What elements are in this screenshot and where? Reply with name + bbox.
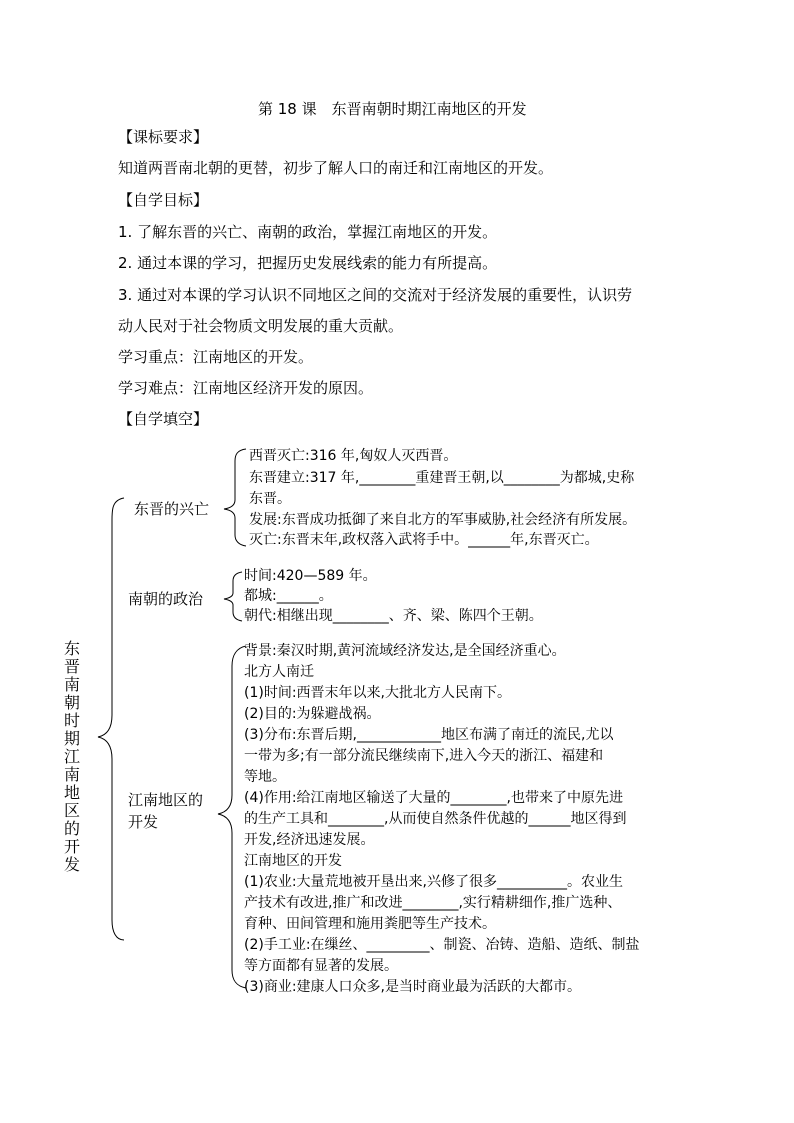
branch1-line: 东晋。 [249, 491, 291, 507]
branch2-label: 南朝的政治 [128, 590, 204, 608]
mubiao-heading: 【自学目标】 [118, 191, 209, 209]
branch1-line: 发展:东晋成功抵御了来自北方的军事威胁,社会经济有所发展。 [249, 512, 637, 528]
branch3-brace [218, 646, 246, 988]
mubiao-item: 动人民对于社会物质文明发展的重大贡献。 [118, 317, 404, 335]
root-label: 东晋南朝时期江南地区的开发 [63, 639, 80, 874]
branch2-line: 时间:420—589 年。 [244, 568, 377, 584]
study-focus: 学习重点：江南地区的开发。 [118, 348, 314, 366]
branch3-line: (3)分布:东晋后期,____________地区布满了南迁的流民,尤以 [244, 727, 614, 743]
branch1-line: 灭亡:东晋末年,政权落入武将手中。______年,东晋灭亡。 [249, 532, 599, 548]
kebiao-text: 知道两晋南北朝的更替，初步了解人口的南迁和江南地区的开发。 [118, 159, 554, 177]
branch3-line: 产技术有改进,推广和改进________,实行精耕细作,推广选种、 [244, 895, 622, 911]
branch3-line: (2)手工业:在缫丝、_________、制瓷、冶铸、造船、造纸、制盐 [244, 937, 640, 953]
branch3-line: 北方人南迁 [244, 664, 314, 680]
mubiao-item: 2. 通过本课的学习，把握历史发展线索的能力有所提高。 [118, 254, 498, 272]
branch2-line: 都城:______。 [244, 588, 333, 604]
branch3-line: (2)目的:为躲避战祸。 [244, 706, 381, 722]
branch3-line: (4)作用:给江南地区输送了大量的________,也带来了中原先进 [244, 790, 623, 806]
study-difficulty: 学习难点：江南地区经济开发的原因。 [118, 379, 374, 397]
branch1-label: 东晋的兴亡 [134, 500, 210, 518]
branch3-line: (1)农业:大量荒地被开垦出来,兴修了很多__________。农业生 [244, 874, 623, 890]
branch3-label-line1: 江南地区的 [128, 791, 204, 809]
kebiao-heading: 【课标要求】 [118, 128, 209, 146]
branch3-line: 开发,经济迅速发展。 [244, 832, 375, 848]
branch1-line: 东晋建立:317 年,________重建晋王朝,以________为都城,史称 [249, 470, 635, 486]
branch3-line: 等方面都有显著的发展。 [244, 958, 398, 974]
page-title: 第 18 课 东晋南朝时期江南地区的开发 [258, 100, 527, 118]
branch1-line: 西晋灭亡:316 年,匈奴人灭西晋。 [249, 448, 458, 464]
branch3-line: 背景:秦汉时期,黄河流域经济发达,是全国经济重心。 [244, 643, 566, 659]
branch3-line: 等地。 [244, 769, 286, 785]
root-brace [98, 498, 124, 940]
branch3-line: 江南地区的开发 [244, 853, 342, 869]
tiankong-heading: 【自学填空】 [118, 410, 209, 428]
branch2-line: 朝代:相继出现________、齐、梁、陈四个王朝。 [244, 608, 543, 624]
branch2-brace [224, 572, 242, 621]
branch3-line: 育种、田间管理和施用粪肥等生产技术。 [244, 916, 496, 932]
mubiao-item: 1. 了解东晋的兴亡、南朝的政治，掌握江南地区的开发。 [118, 223, 498, 241]
branch1-brace [224, 449, 246, 546]
branch3-label-line2: 开发 [128, 813, 159, 831]
branch3-line: 的生产工具和________,从而使自然条件优越的______地区得到 [244, 811, 627, 827]
branch3-line: (3)商业:建康人口众多,是当时商业最为活跃的大都市。 [244, 979, 581, 995]
mubiao-item: 3. 通过对本课的学习认识不同地区之间的交流对于经济发展的重要性，认识劳 [118, 286, 633, 304]
branch3-line: (1)时间:西晋末年以来,大批北方人民南下。 [244, 685, 511, 701]
branch3-line: 一带为多;有一部分流民继续南下,进入今天的浙江、福建和 [244, 748, 604, 764]
